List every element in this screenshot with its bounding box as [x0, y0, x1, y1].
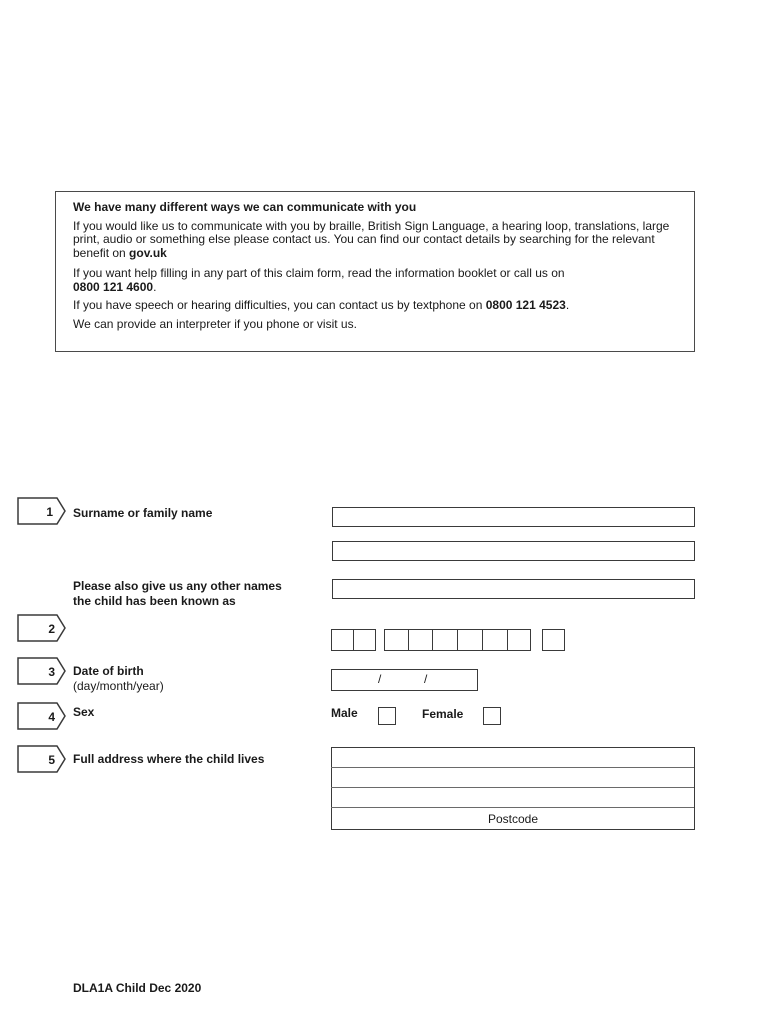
postcode-label: Postcode	[487, 812, 539, 826]
male-checkbox[interactable]	[378, 707, 396, 725]
info-paragraph-help	[73, 267, 678, 294]
surname-input-line-2[interactable]	[332, 541, 695, 561]
date-of-birth-input[interactable]	[331, 669, 478, 691]
form-code: DLA1A Child Dec 2020	[73, 981, 202, 995]
digit-box[interactable]	[384, 629, 409, 651]
question-1-number: 1	[46, 505, 53, 519]
communication-info-box	[55, 191, 695, 352]
address-line-divider	[331, 767, 694, 768]
info-p1-text: If you would like us to communicate with you by braille, British Sign Language, a hearing loop, translations, large print, audio or something else please contact us. You can find our contact details by searching for the relevant benefit on	[73, 218, 670, 260]
male-label: Male	[331, 706, 358, 720]
info-paragraph-interpreter: We can provide an interpreter if you phone or visit us.	[73, 316, 357, 331]
info-paragraph-communication	[73, 220, 678, 261]
date-of-birth-title: Date of birth	[73, 664, 144, 678]
digit-box[interactable]	[432, 629, 458, 651]
digit-box[interactable]	[408, 629, 433, 651]
digit-box[interactable]	[482, 629, 508, 651]
date-of-birth-label	[73, 664, 164, 694]
address-label: Full address where the child lives	[73, 752, 265, 766]
female-label: Female	[422, 707, 464, 721]
address-line-divider	[331, 787, 694, 788]
question-5-number: 5	[48, 753, 55, 767]
info-p2-text: If you want help filling in any part of this claim form, read the information booklet or call us on	[73, 266, 565, 280]
other-names-label-line1: Please also give us any other names	[73, 579, 282, 593]
question-4-number: 4	[48, 710, 55, 724]
date-separator-1: /	[378, 672, 382, 686]
info-paragraph-textphone	[73, 299, 678, 313]
date-of-birth-format: (day/month/year)	[73, 679, 164, 693]
digit-box[interactable]	[507, 629, 531, 651]
other-names-label-line2: the child has been known as	[73, 594, 236, 608]
other-names-input[interactable]	[332, 579, 695, 599]
info-p3-text: If you have speech or hearing difficulties, you can contact us by textphone on	[73, 298, 486, 312]
other-names-label	[73, 579, 282, 609]
surname-label: Surname or family name	[73, 506, 213, 520]
question-3-number: 3	[48, 665, 55, 679]
info-p3-end: .	[565, 298, 570, 312]
address-line-divider	[331, 807, 694, 808]
digit-box[interactable]	[331, 629, 354, 651]
surname-input[interactable]	[332, 507, 695, 527]
digit-box[interactable]	[542, 629, 565, 651]
female-checkbox[interactable]	[483, 707, 501, 725]
digit-box[interactable]	[353, 629, 376, 651]
helpline-number: 0800 121 4600	[73, 279, 154, 294]
info-title: We have many different ways we can communicate with you	[73, 200, 417, 214]
info-p2-end: .	[153, 279, 157, 294]
date-separator-2: /	[424, 672, 428, 686]
sex-label: Sex	[73, 705, 95, 719]
digit-box[interactable]	[457, 629, 483, 651]
question-2-number: 2	[48, 622, 55, 636]
textphone-number: 0800 121 4523	[485, 298, 566, 312]
govuk-link[interactable]: gov.uk	[129, 245, 167, 260]
